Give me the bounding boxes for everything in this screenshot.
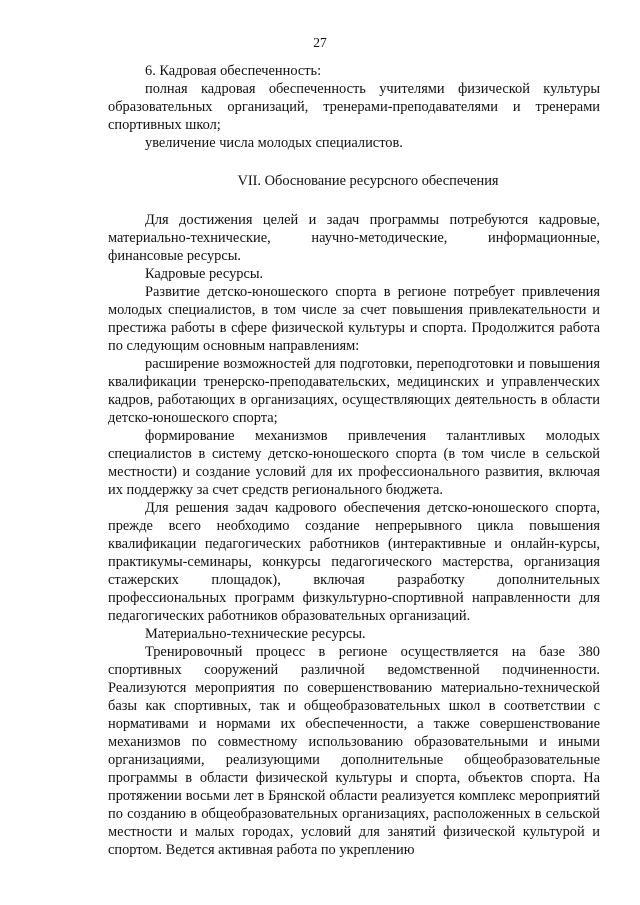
paragraph-material-resources-label: Материально-технические ресурсы.: [145, 626, 366, 642]
staff-section-title: 6. Кадровая обеспеченность:: [145, 63, 322, 79]
section-heading-block: [108, 172, 600, 190]
paragraph-attraction-mechanisms: формирование механизмов привлечения талантливых молодых специалистов в систему детско-юношеского спорта (в том числе в сельской местности) и создание условий для их профессионального развития, включая их поддержку за счет средств регионального бюджета.: [108, 428, 600, 498]
paragraph-staff-development: Развитие детско-юношеского спорта в регионе потребует привлечения молодых специалистов, в том числе за счет повышения привлекательности и престижа работы в сфере физической культуры и спорта. Продолжится работа по следующим основным направлениям:: [108, 284, 600, 354]
paragraph-qualification-cycle: Для решения задач кадрового обеспечения детско-юношеского спорта, прежде всего необходимо создание непрерывного цикла повышения квалификации педагогических работников (интерактивные и онлайн-курсы, практикумы-семинары, конкурсы педагогического мастерства, организация стажерских площадок), включая разработку дополнительных профессиональных программ физкультурно-спортивной направленности для педагогических работников образовательных организаций.: [108, 500, 600, 624]
paragraph-training-facilities: Тренировочный процесс в регионе осуществляется на базе 380 спортивных сооружений различной ведомственной подчиненности. Реализуются мероприятия по совершенствованию материально-технической базы как спортивных, так и общеобразовательных школ в соответствии с нормативами и нормами их обеспеченности, а также совершенствование механизмов по совместному использованию образовательными и иными организациями, реализующими дополнительные общеобразовательные программы в области физической культуры и спорта, объектов спорта. На протяжении восьми лет в Брянской области реализуется комплекс мероприятий по созданию в общеобразовательных организациях, расположенных в сельской местности и малых городах, условий для занятий физической культурой и спортом. Ведется активная работа по укреплению: [108, 644, 600, 858]
staff-section: [108, 62, 600, 152]
staff-item-1: полная кадровая обеспеченность учителями физической культуры образовательных организаций, тренерами-преподавателями и тренерами спортивных школ;: [108, 81, 600, 133]
section-heading: VII. Обоснование ресурсного обеспечения: [237, 173, 499, 189]
section-body: [108, 211, 600, 859]
paragraph-staff-resources-label: Кадровые ресурсы.: [145, 266, 264, 282]
paragraph-intro: Для достижения целей и задач программы потребуются кадровые, материально-технические, научно-методические, информационные, финансовые ресурсы.: [108, 212, 600, 264]
page-number: 27: [313, 35, 327, 50]
staff-item-2: увеличение числа молодых специалистов.: [145, 135, 403, 151]
paragraph-training-opportunities: расширение возможностей для подготовки, переподготовки и повышения квалификации тренерско-преподавательских, медицинских и управленческих кадров, работающих в организациях, осуществляющих деятельность в области детско-юношеского спорта;: [108, 356, 600, 426]
